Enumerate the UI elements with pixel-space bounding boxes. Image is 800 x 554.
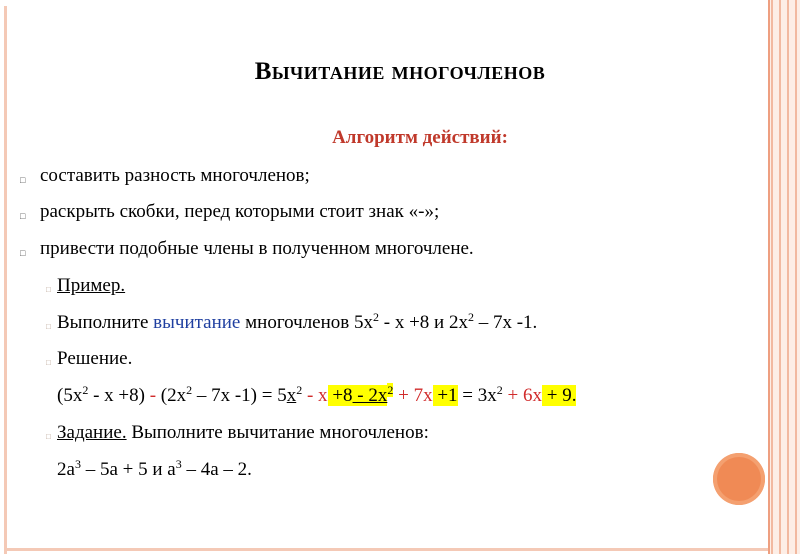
algorithm-step-2: раскрыть скобки, перед которыми стоит знак «-»; xyxy=(40,201,440,222)
bullet-icon: □ xyxy=(46,358,51,367)
bullet-icon: □ xyxy=(20,248,26,258)
slide-title: Вычитание многочленов xyxy=(254,58,546,85)
assignment-task: Задание. Выполните вычитание многочленов: xyxy=(57,422,429,443)
algorithm-heading: Алгоритм действий: xyxy=(332,127,508,148)
example-label: Пример. xyxy=(57,275,126,296)
solution-label: Решение. xyxy=(57,348,133,369)
algorithm-step-1: составить разность многочленов; xyxy=(40,165,310,186)
example-task: Выполните вычитание многочленов $5х^2 - х +8$ и $2х^2 - 7х$ -1. xyxy=(57,310,538,333)
bullet-icon: □ xyxy=(46,322,51,331)
assignment-expression: $2а^3 - 5а + 5$ и $а^3 - 4а - 2$. xyxy=(57,457,252,480)
algorithm-step-3: привести подобные члены в полученном многочлене. xyxy=(40,238,474,259)
slide-frame-left xyxy=(4,6,7,554)
bullet-icon: □ xyxy=(46,432,51,441)
solution-expression: $(5х^2 - х +8) - (2х^2 - 7х$ $-1) = 5х^2 - х +8 - 2х^2 + 7х +1 = 3х^2 + 6х + 9$. xyxy=(57,383,577,406)
bullet-icon: □ xyxy=(20,175,26,185)
bullet-icon: □ xyxy=(46,285,51,294)
decorative-circle xyxy=(713,453,765,505)
bullet-icon: □ xyxy=(20,211,26,221)
slide-frame-bottom xyxy=(4,548,768,551)
